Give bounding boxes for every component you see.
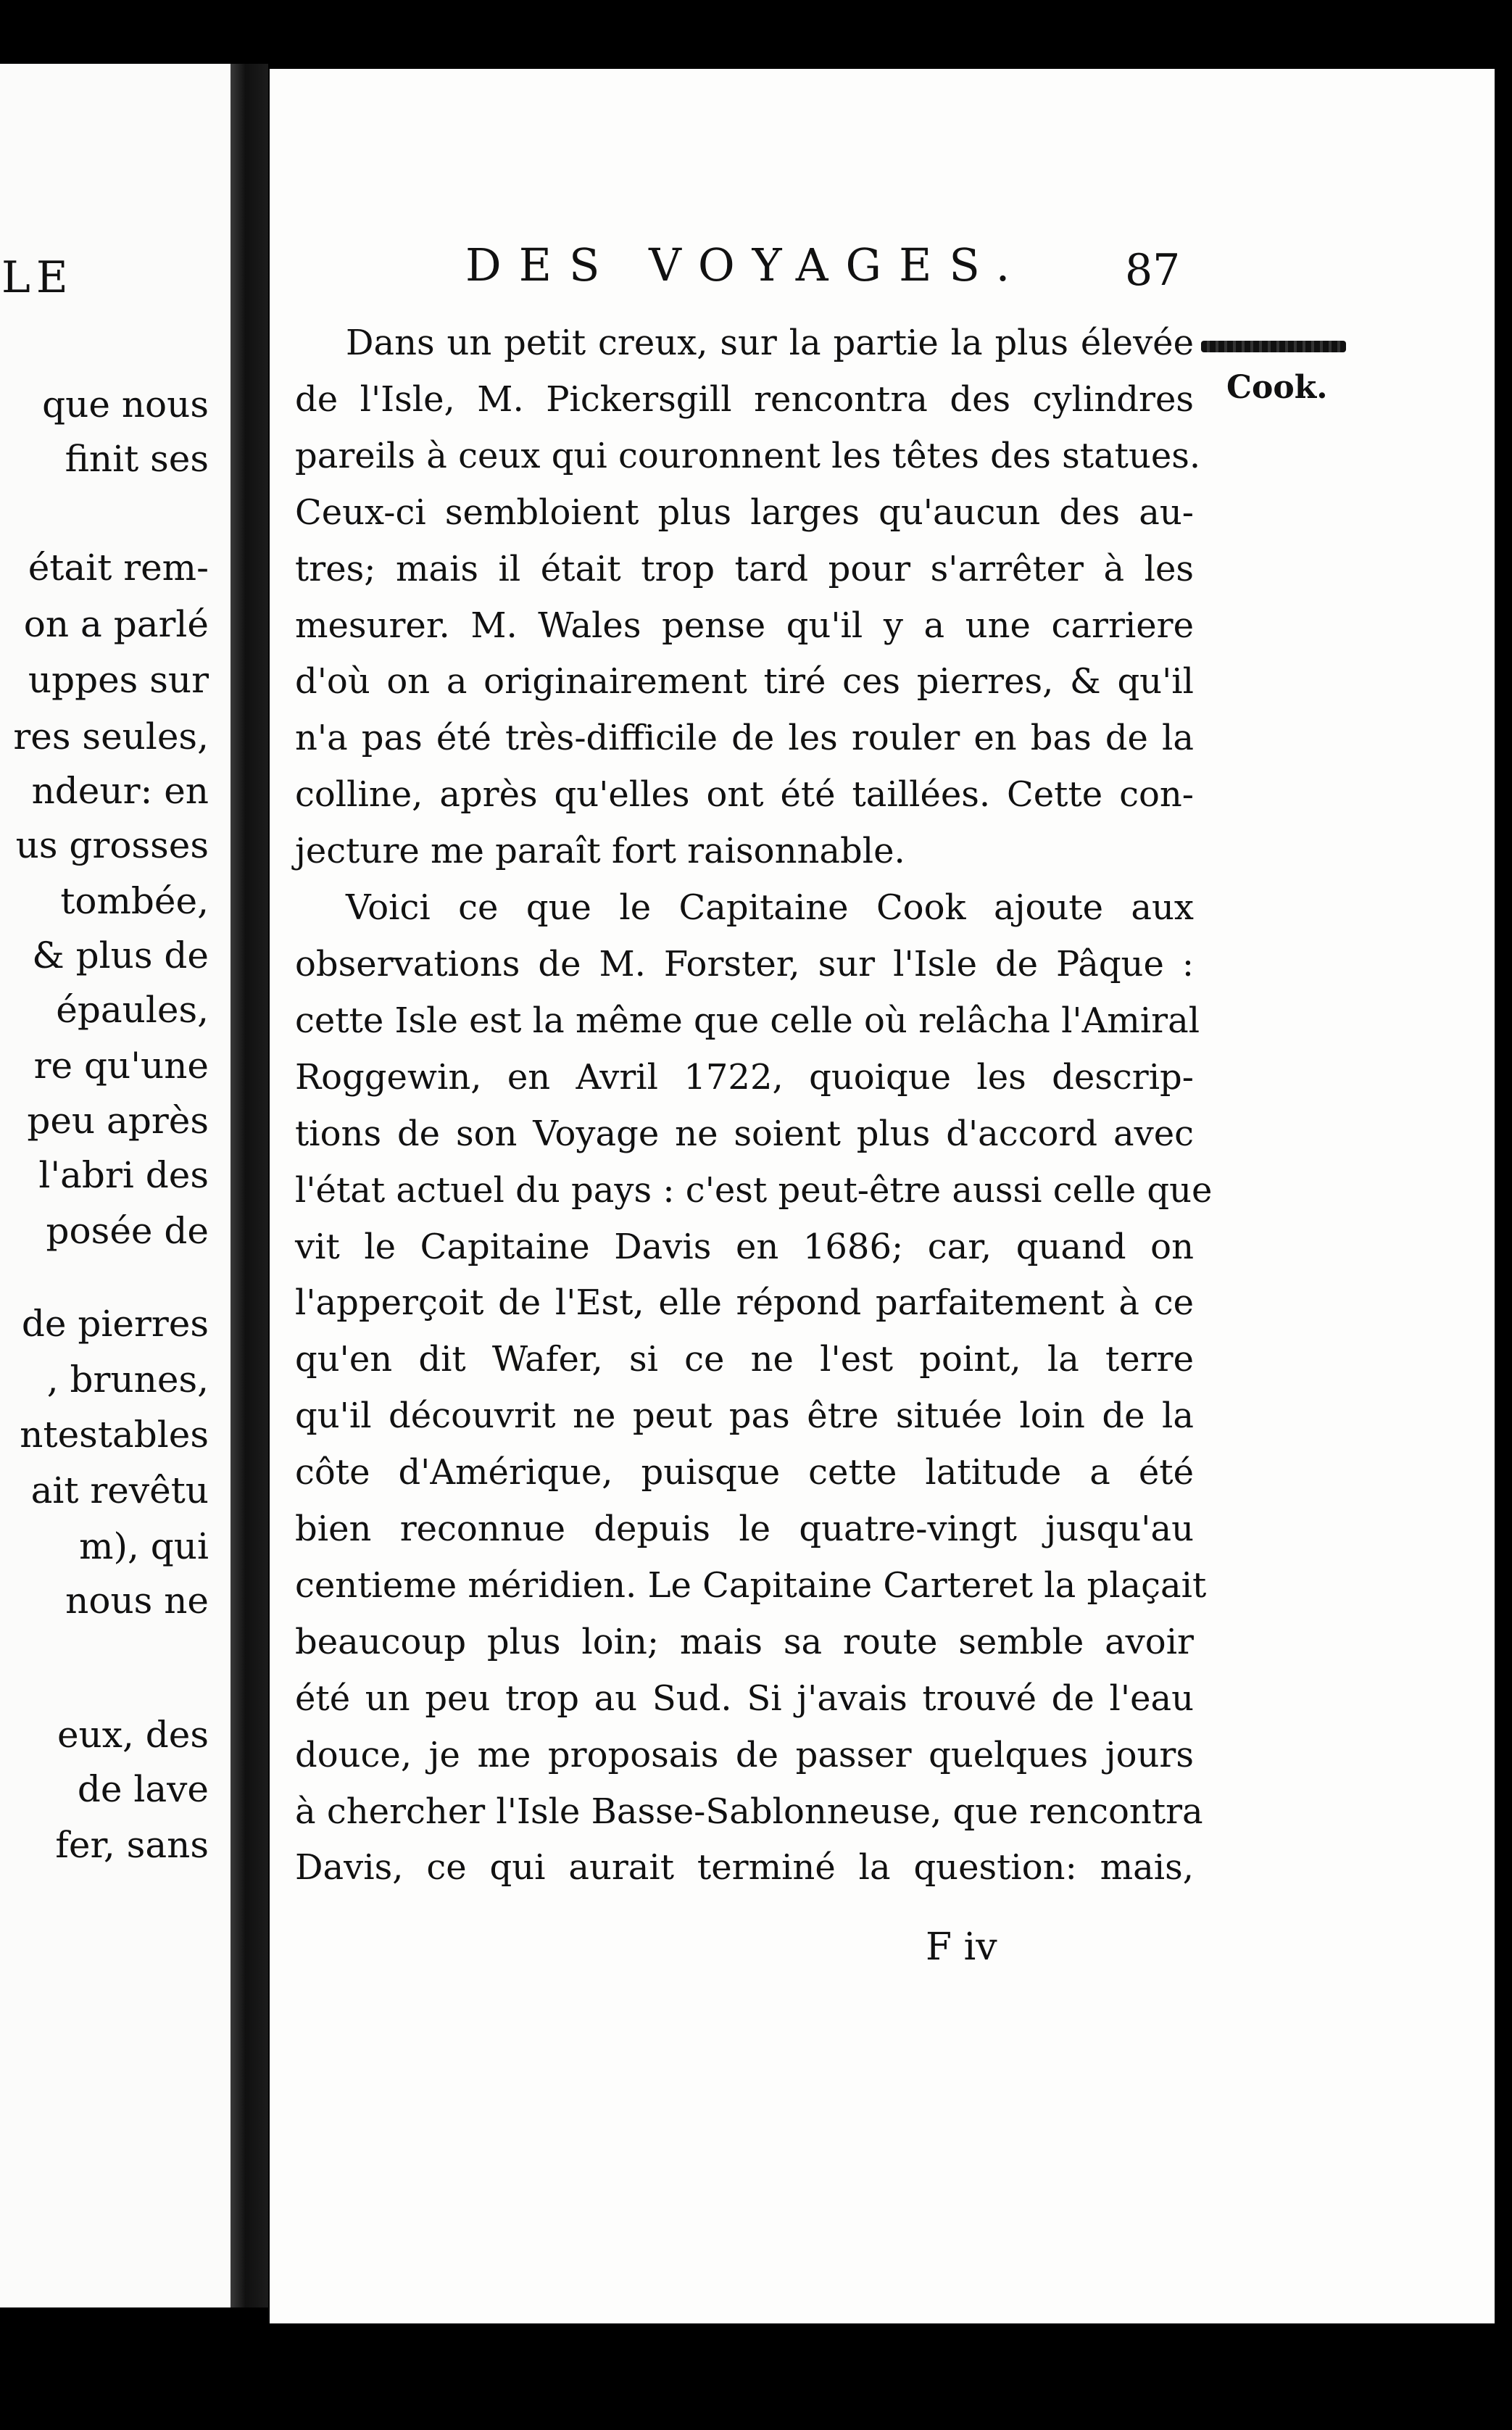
text-line: Davis, ce qui aurait terminé la question: mais, <box>295 1847 1194 1888</box>
left-text-line: , brunes, <box>46 1359 209 1401</box>
left-text-line: ndeur: en <box>31 770 209 812</box>
body-text <box>295 315 1213 1896</box>
text-line: n'a pas été très-difficile de les rouler en bas de la <box>295 718 1194 759</box>
left-text-line: re qu'une <box>33 1045 209 1087</box>
left-text-line: eux, des <box>57 1714 209 1756</box>
left-text-line: tombée, <box>60 880 209 922</box>
left-text-line: on a parlé <box>23 603 209 645</box>
left-facing-page <box>0 64 230 2307</box>
text-line: à chercher l'Isle Basse-Sablonneuse, que rencontra <box>295 1791 1203 1832</box>
book-gutter <box>230 64 268 2307</box>
left-text-line: de pierres <box>21 1303 209 1345</box>
text-line: côte d'Amérique, puisque cette latitude a été <box>295 1452 1194 1493</box>
left-text-line: posée de <box>46 1210 209 1252</box>
left-text-line: ait revêtu <box>30 1469 209 1512</box>
left-text-line: fer, sans <box>55 1824 209 1866</box>
margin-rule-ornament <box>1201 341 1346 352</box>
left-text-line: peu après <box>27 1100 209 1142</box>
text-line: vit le Capitaine Davis en 1686; car, quand on <box>295 1226 1194 1267</box>
text-line: centieme méridien. Le Capitaine Carteret la plaçait <box>295 1564 1207 1606</box>
left-text-line: était rem- <box>28 547 209 589</box>
left-text-line: ntestables <box>20 1414 209 1456</box>
text-line: Dans un petit creux, sur la partie la plus élevée <box>346 323 1194 363</box>
left-text-line: res seules, <box>13 716 209 758</box>
signature-mark: F iv <box>926 1925 997 1969</box>
left-text-line: & plus de <box>32 934 209 976</box>
left-text-line: que nous <box>42 383 209 426</box>
margin-note: Cook. <box>1226 369 1328 406</box>
left-text-line: m), qui <box>79 1525 209 1567</box>
running-head: DES VOYAGES. <box>465 239 1028 291</box>
text-line: mesurer. M. Wales pense qu'il y a une carriere <box>295 605 1194 646</box>
text-line: l'apperçoit de l'Est, elle répond parfaitement à ce <box>295 1282 1194 1324</box>
text-line: d'où on a originairement tiré ces pierres, & qu'il <box>295 661 1194 702</box>
text-line: de l'Isle, M. Pickersgill rencontra des cylindres <box>295 378 1194 420</box>
left-text-line: l'abri des <box>38 1154 209 1196</box>
text-line: tions de son Voyage ne soient plus d'accord avec <box>295 1113 1194 1154</box>
text-line: cette Isle est la même que celle où relâcha l'Amiral <box>295 1000 1200 1041</box>
left-text-line: finit ses <box>65 438 209 480</box>
right-main-page <box>270 69 1495 2323</box>
left-text-line: de lave <box>77 1768 209 1810</box>
text-line: beaucoup plus loin; mais sa route semble avoir <box>295 1621 1194 1662</box>
text-line: jecture me paraît fort raisonnable. <box>295 831 905 872</box>
text-line: Ceux-ci sembloient plus larges qu'aucun des au- <box>295 492 1194 533</box>
left-text-line: épaules, <box>56 989 209 1031</box>
left-running-head: LE <box>1 252 74 303</box>
text-line: tres; mais il était trop tard pour s'arrêter à les <box>295 548 1194 589</box>
text-line: l'état actuel du pays : c'est peut-être aussi celle que <box>295 1169 1213 1211</box>
text-line: Roggewin, en Avril 1722, quoique les descrip- <box>295 1056 1194 1098</box>
page-number: 87 <box>1125 245 1181 296</box>
text-line: qu'il découvrit ne peut pas être située loin de la <box>295 1396 1194 1437</box>
left-text-line: uppes sur <box>28 659 209 701</box>
text-line: été un peu trop au Sud. Si j'avais trouvé de l'eau <box>295 1678 1194 1719</box>
text-line: colline, après qu'elles ont été taillées. Cette con- <box>295 774 1194 816</box>
text-line: pareils à ceux qui couronnent les têtes des statues. <box>295 435 1201 476</box>
left-text-line: nous ne <box>65 1580 209 1622</box>
text-line: bien reconnue depuis le quatre-vingt jusqu'au <box>295 1509 1194 1550</box>
text-line: observations de M. Forster, sur l'Isle de Pâque : <box>295 943 1194 984</box>
text-line: Voici ce que le Capitaine Cook ajoute aux <box>346 887 1194 929</box>
text-line: qu'en dit Wafer, si ce ne l'est point, la terre <box>295 1339 1194 1380</box>
left-text-line: us grosses <box>15 824 209 866</box>
text-line: douce, je me proposais de passer quelques jours <box>295 1734 1194 1775</box>
